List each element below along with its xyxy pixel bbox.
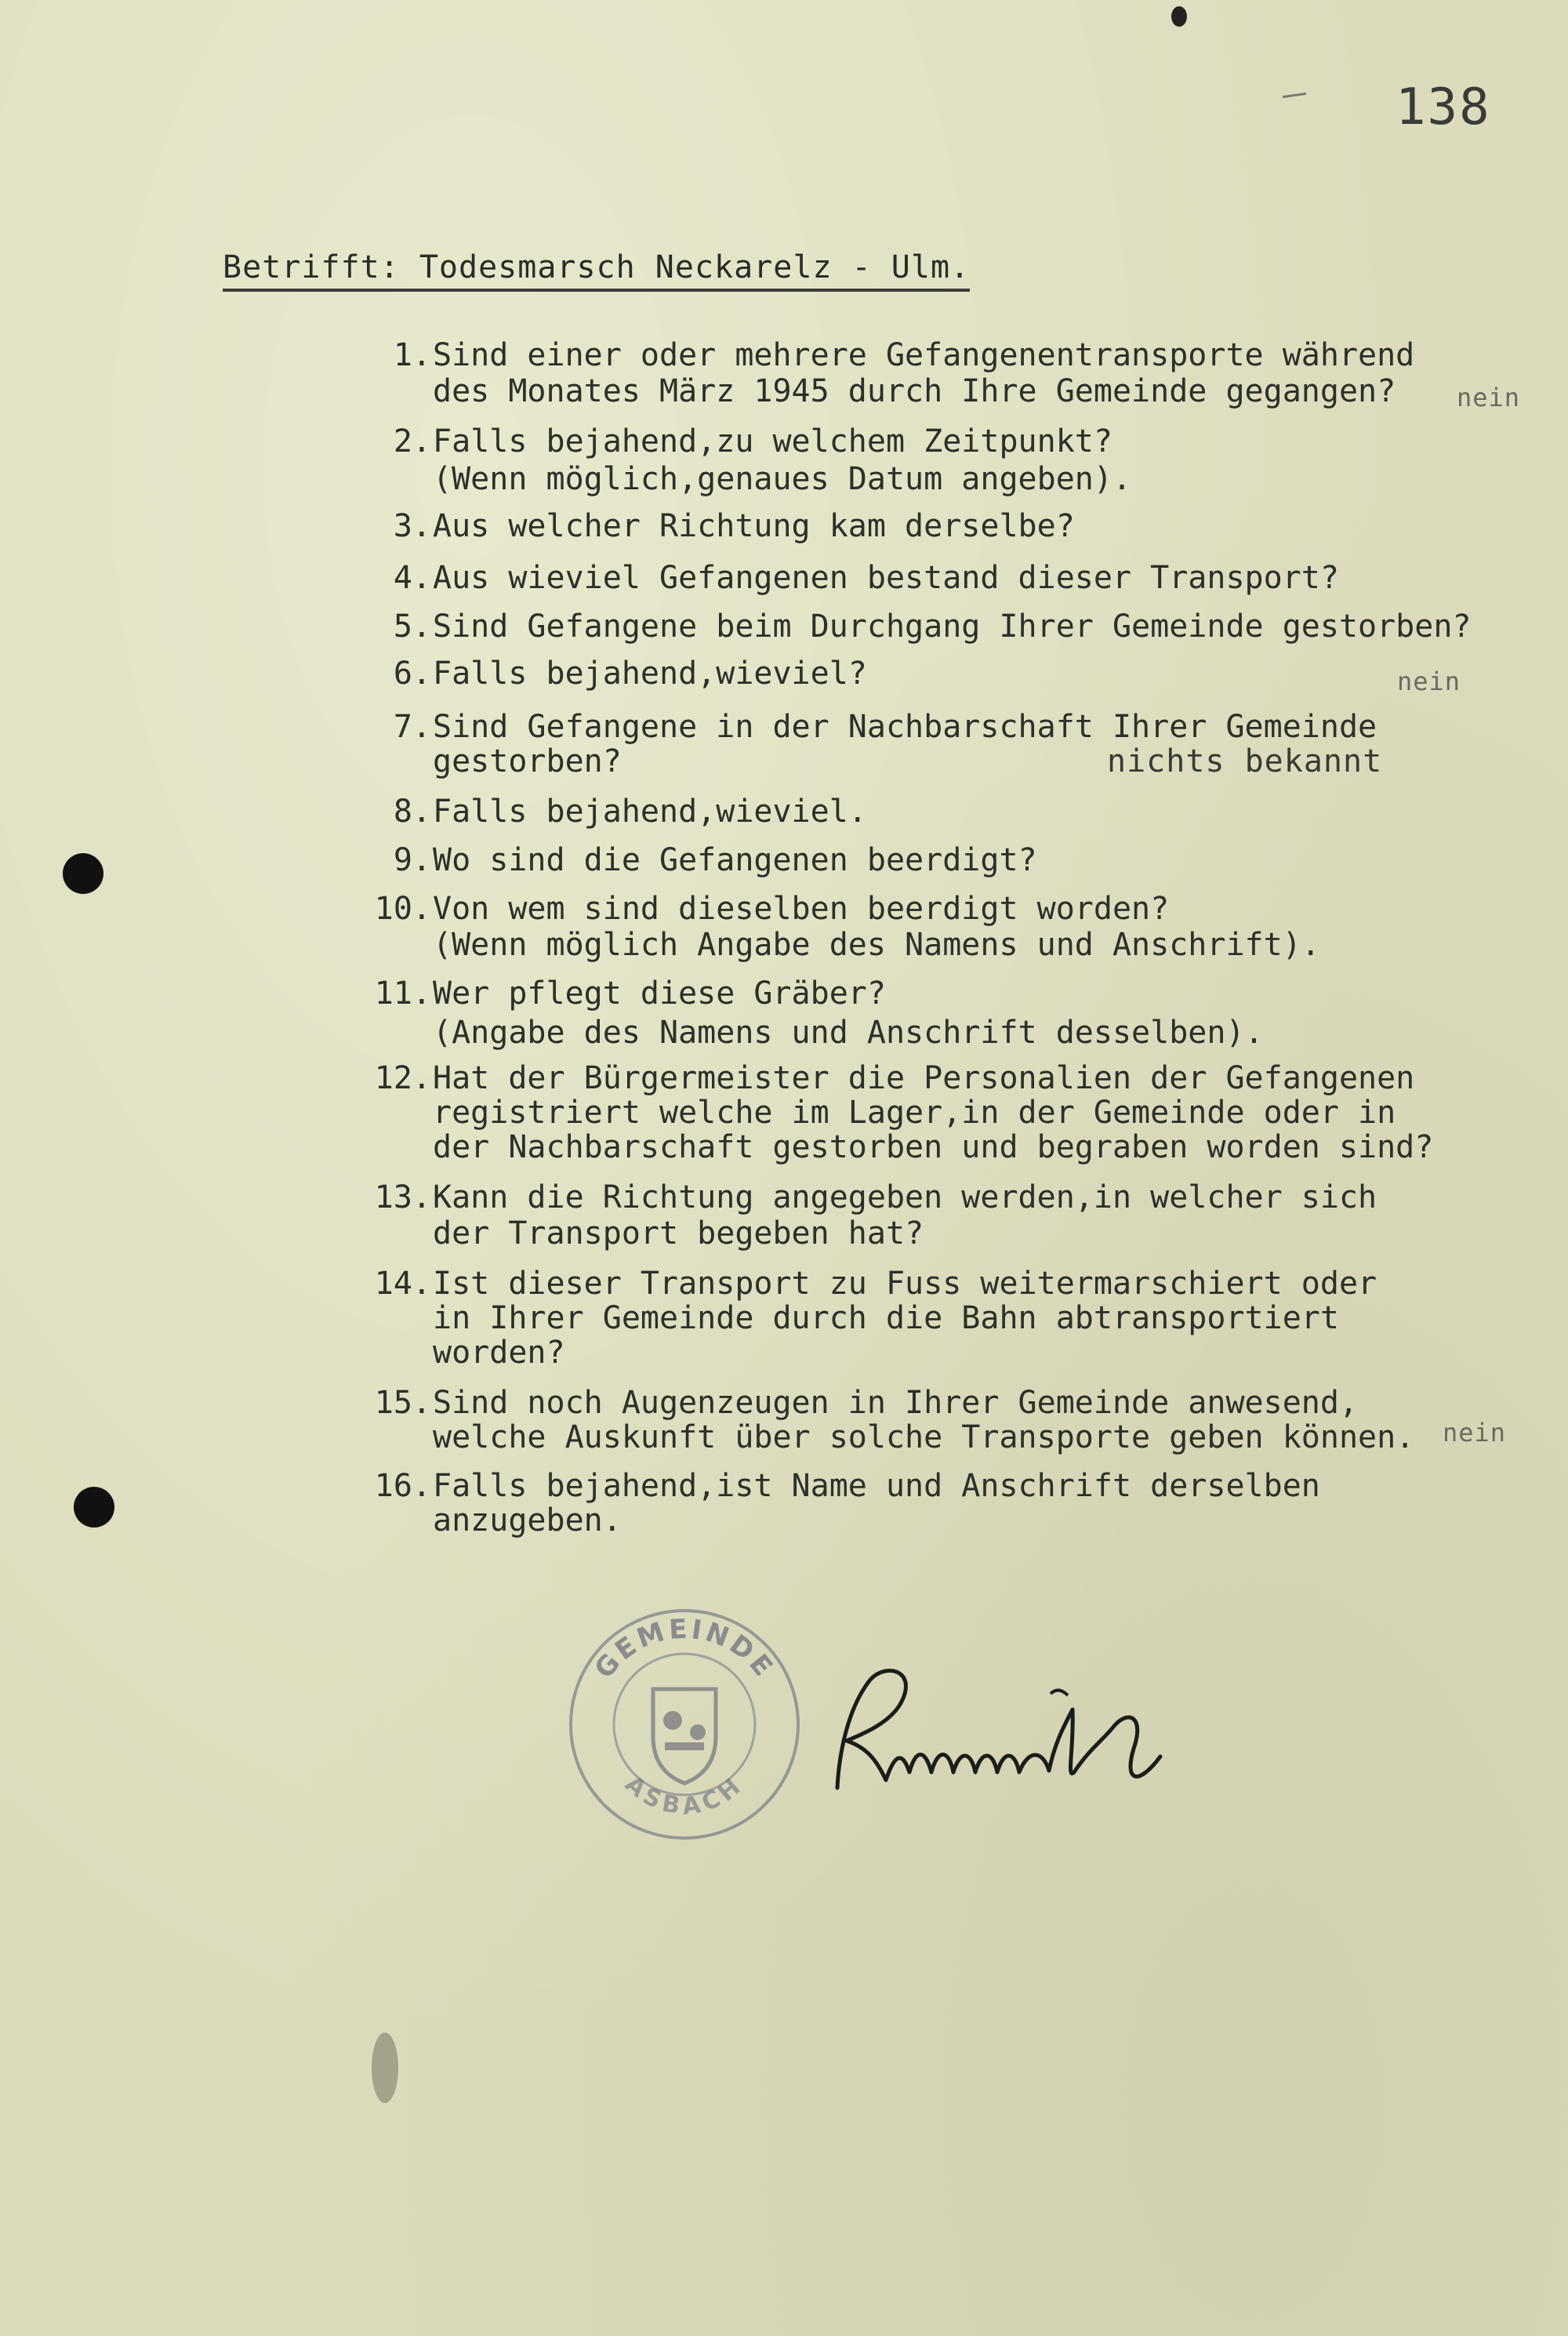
question-text: Falls bejahend,zu welchem Zeitpunkt?	[433, 423, 1112, 460]
question-number: 10.	[374, 891, 431, 927]
punch-hole	[74, 1487, 114, 1528]
question-number: 4.	[393, 560, 431, 596]
question-number: 1.	[393, 337, 431, 373]
question-number: 13.	[374, 1179, 431, 1215]
question-number: 3.	[393, 508, 431, 544]
subject-line: Betrifft: Todesmarsch Neckarelz - Ulm.	[223, 249, 970, 292]
answer-q6: nein	[1397, 667, 1461, 696]
stamp-text-bottom: ASBACH	[619, 1770, 750, 1821]
stamp-text-top: GEMEINDE	[588, 1613, 781, 1685]
question-number: 6.	[393, 656, 431, 692]
question-text: Sind einer oder mehrere Gefangenentransporte während	[433, 337, 1415, 373]
question-number: 15.	[374, 1385, 431, 1421]
question-text: Wer pflegt diese Gräber?	[433, 975, 886, 1012]
question-text: in Ihrer Gemeinde durch die Bahn abtransportiert	[433, 1300, 1339, 1336]
question-text: Falls bejahend,ist Name und Anschrift derselben	[433, 1468, 1320, 1504]
municipal-stamp	[563, 1603, 806, 1846]
question-text: Sind noch Augenzeugen in Ihrer Gemeinde anwesend,	[433, 1385, 1359, 1421]
answer-q7: nichts bekannt	[1107, 743, 1383, 779]
question-text: anzugeben.	[433, 1502, 622, 1539]
ink-spot	[1171, 6, 1187, 27]
question-text: der Nachbarschaft gestorben und begraben worden sind?	[433, 1129, 1434, 1165]
pencil-mark	[1283, 93, 1306, 98]
question-number: 14.	[374, 1266, 431, 1302]
punch-hole	[63, 853, 103, 894]
question-text: der Transport begeben hat?	[433, 1215, 924, 1252]
question-number: 16.	[374, 1468, 431, 1504]
question-text: worden?	[433, 1335, 565, 1371]
question-text: welche Auskunft über solche Transporte geben können.	[433, 1419, 1415, 1455]
question-text: Falls bejahend,wieviel.	[433, 794, 867, 830]
question-text: Sind Gefangene beim Durchgang Ihrer Gemeinde gestorben?	[433, 609, 1472, 645]
question-number: 2.	[393, 423, 431, 460]
question-text: des Monates März 1945 durch Ihre Gemeinde gegangen?	[433, 373, 1396, 409]
question-number: 11.	[374, 975, 431, 1012]
question-text: (Angabe des Namens und Anschrift desselben).	[433, 1015, 1264, 1051]
question-number: 8.	[393, 794, 431, 830]
question-text: Von wem sind dieselben beerdigt worden?	[433, 891, 1170, 927]
question-text: Aus wieviel Gefangenen bestand dieser Transport?	[433, 560, 1339, 596]
svg-text:GEMEINDE	[589, 1614, 781, 1685]
question-number: 7.	[393, 709, 431, 745]
question-text: Sind Gefangene in der Nachbarschaft Ihrer Gemeinde	[433, 709, 1377, 745]
question-text: Aus welcher Richtung kam derselbe?	[433, 508, 1075, 544]
question-text: Falls bejahend,wieviel?	[433, 656, 867, 692]
question-text: Kann die Richtung angegeben werden,in welcher sich	[433, 1179, 1377, 1215]
question-number: 12.	[374, 1060, 431, 1096]
question-text: Wo sind die Gefangenen beerdigt?	[433, 842, 1037, 878]
question-number: 5.	[393, 609, 431, 645]
question-text: gestorben?	[433, 743, 622, 779]
question-text: registriert welche im Lager,in der Gemeinde oder in	[433, 1095, 1396, 1131]
question-number: 9.	[393, 842, 431, 878]
answer-q15: nein	[1443, 1418, 1507, 1448]
question-text: Ist dieser Transport zu Fuss weitermarschiert oder	[433, 1266, 1377, 1302]
question-text: (Wenn möglich,genaues Datum angeben).	[433, 461, 1132, 497]
page-number: 138	[1396, 78, 1491, 136]
coat-of-arms-icon	[653, 1689, 716, 1783]
signature	[823, 1662, 1192, 1804]
svg-text:ASBACH	[619, 1771, 749, 1821]
question-text: Hat der Bürgermeister die Personalien der Gefangenen	[433, 1060, 1415, 1096]
question-text: (Wenn möglich Angabe des Namens und Anschrift).	[433, 927, 1320, 963]
smudge-mark	[372, 2033, 398, 2103]
answer-q1: nein	[1457, 383, 1521, 412]
